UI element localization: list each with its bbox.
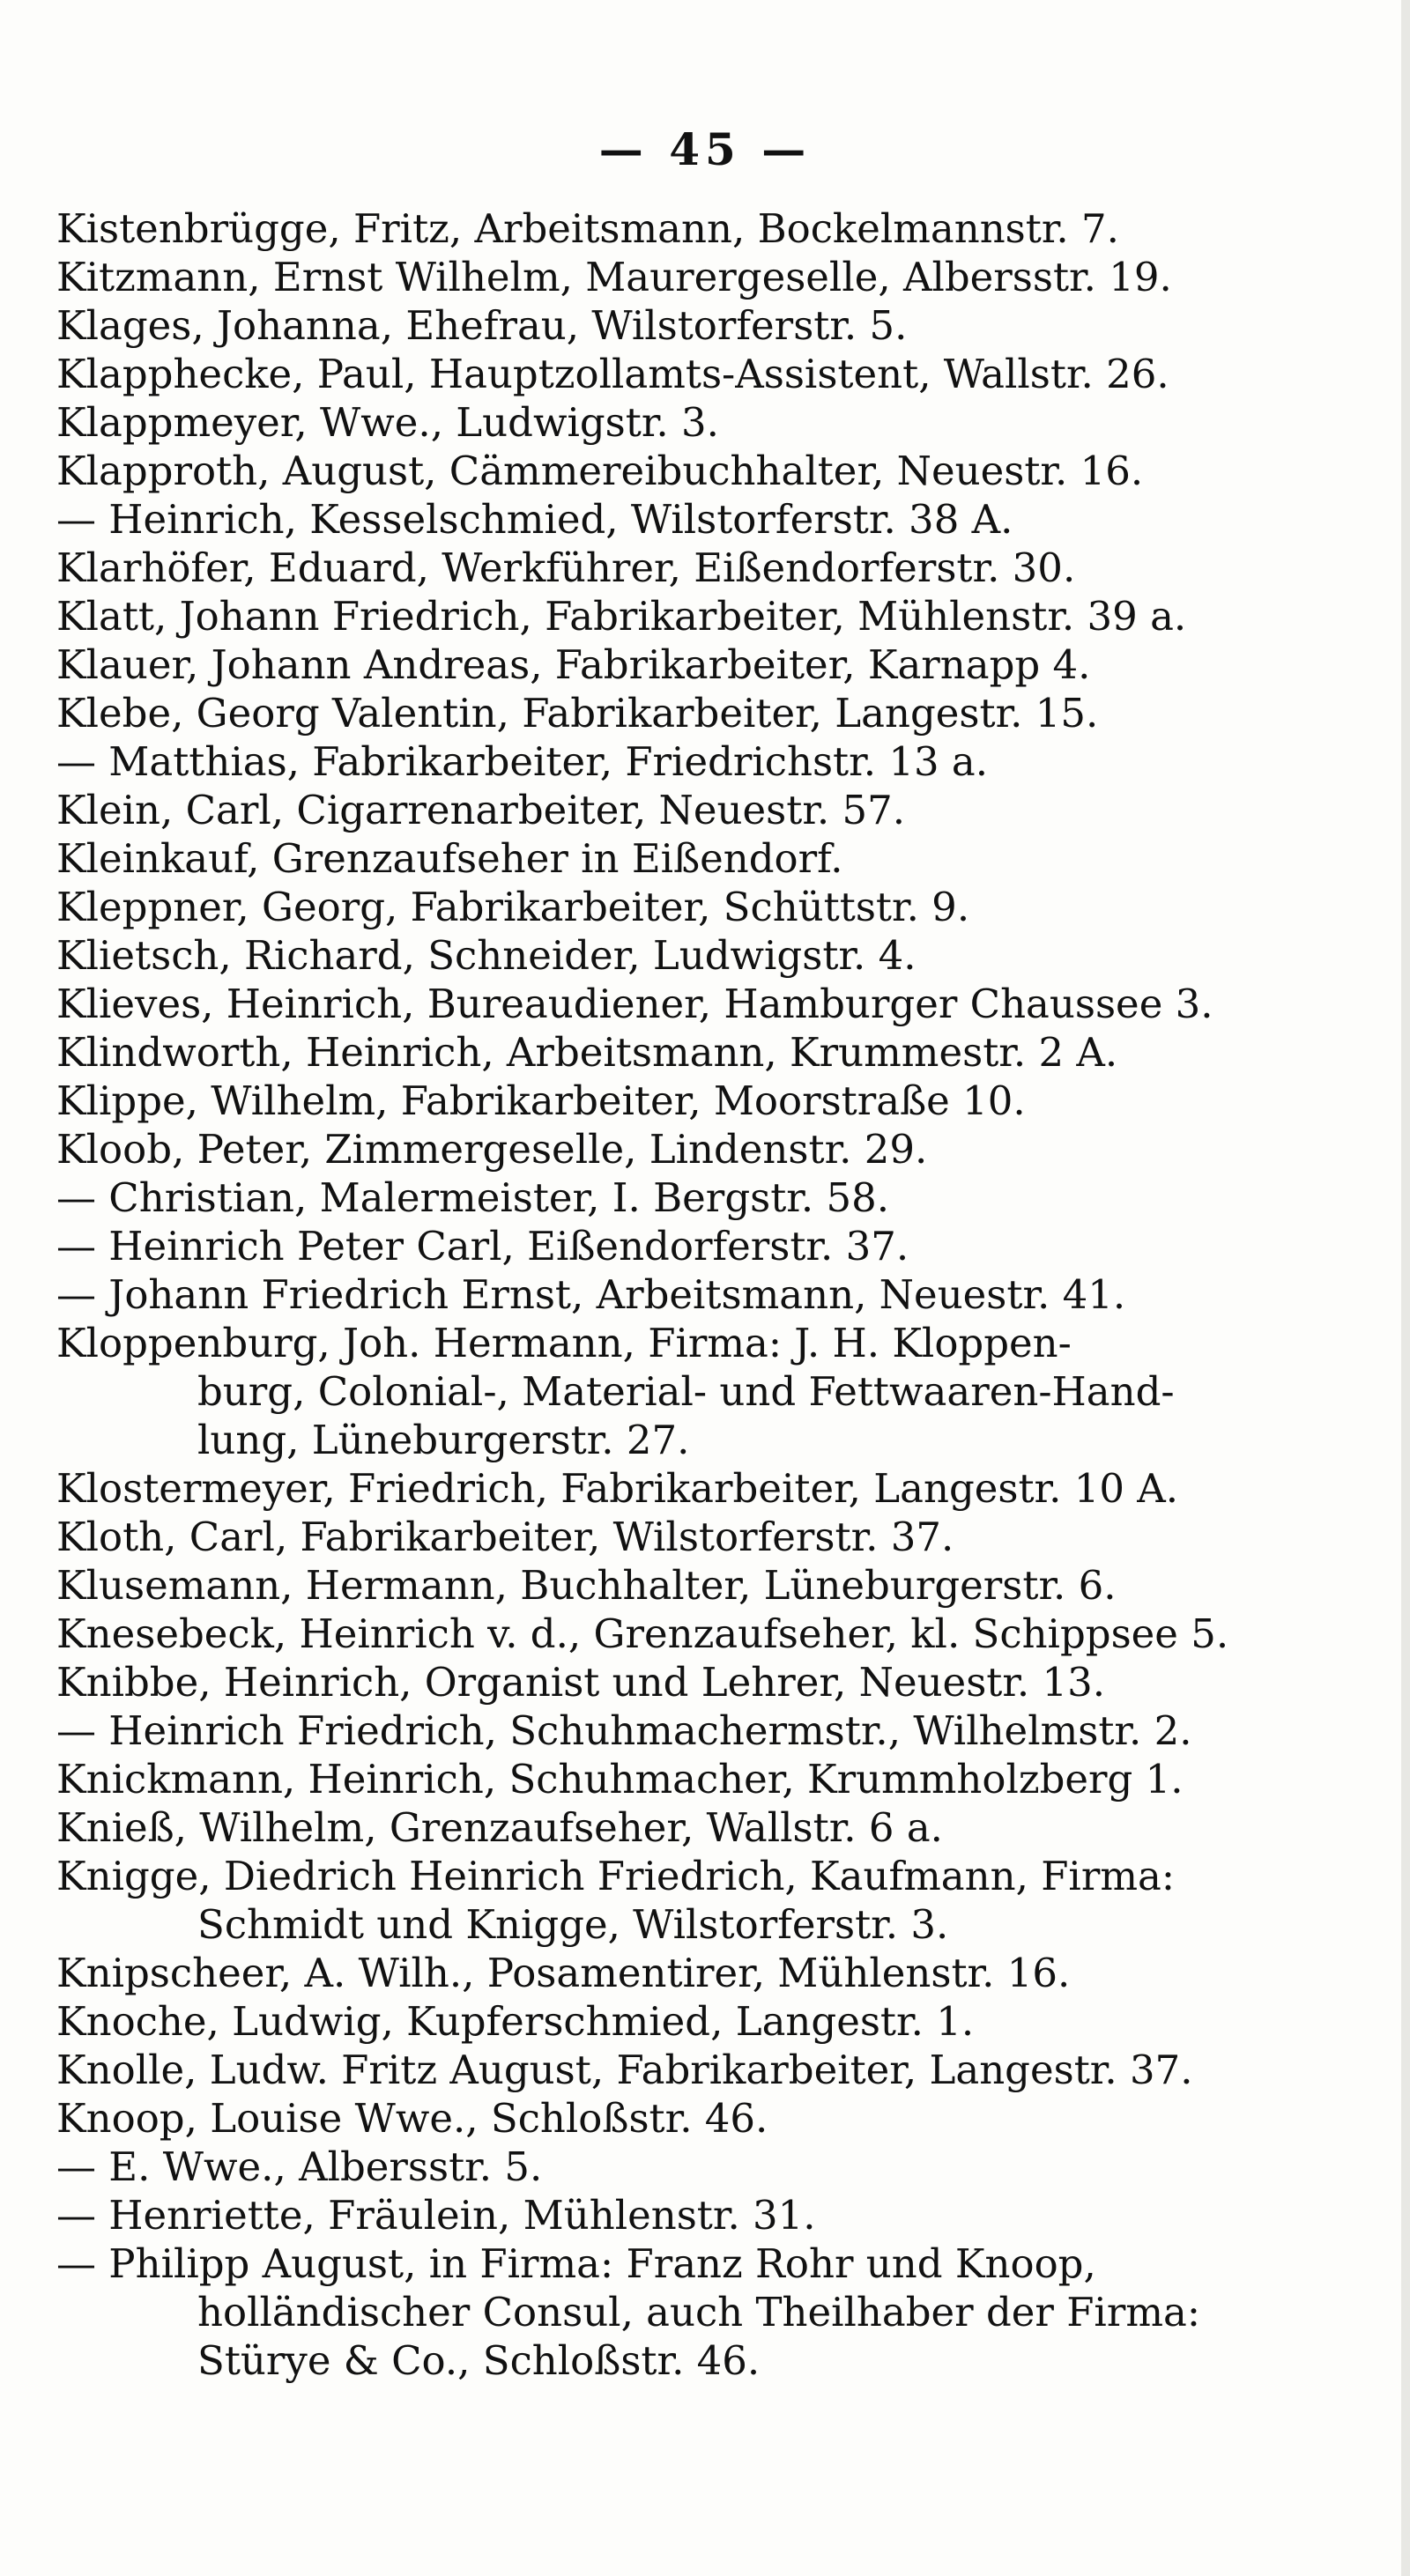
- directory-entry: Klages, Johanna, Ehefrau, Wilstorferstr. 5.: [56, 302, 908, 349]
- directory-entry-continuation: Schmidt und Knigge, Wilstorferstr. 3.: [197, 1901, 949, 1948]
- directory-entry: Knoche, Ludwig, Kupferschmied, Langestr. 1.: [56, 1998, 975, 2045]
- directory-entry: Knolle, Ludw. Fritz August, Fabrikarbeiter, Langestr. 37.: [56, 2047, 1193, 2093]
- directory-entry: Knigge, Diedrich Heinrich Friedrich, Kaufmann, Firma:: [56, 1853, 1175, 1899]
- directory-entry: Klauer, Johann Andreas, Fabrikarbeiter, Karnapp 4.: [56, 641, 1091, 688]
- directory-entry: — Heinrich Peter Carl, Eißendorferstr. 37.: [56, 1223, 909, 1269]
- directory-entry-continuation: burg, Colonial-, Material- und Fettwaaren-Hand-: [197, 1368, 1175, 1415]
- directory-entry-continuation: Stürye & Co., Schloßstr. 46.: [197, 2337, 761, 2384]
- directory-entry: Klieves, Heinrich, Bureaudiener, Hamburger Chaussee 3.: [56, 981, 1213, 1027]
- directory-entry: Knipscheer, A. Wilh., Posamentirer, Mühlenstr. 16.: [56, 1950, 1071, 1996]
- directory-entry: Knibbe, Heinrich, Organist und Lehrer, Neuestr. 13.: [56, 1659, 1106, 1706]
- directory-entry: — E. Wwe., Albersstr. 5.: [56, 2143, 543, 2190]
- directory-entry: Knieß, Wilhelm, Grenzaufseher, Wallstr. 6 a.: [56, 1804, 943, 1851]
- directory-entry: — Heinrich Friedrich, Schuhmachermstr., Wilhelmstr. 2.: [56, 1707, 1192, 1754]
- directory-entry: Klostermeyer, Friedrich, Fabrikarbeiter, Langestr. 10 A.: [56, 1465, 1179, 1512]
- directory-entry-continuation: holländischer Consul, auch Theilhaber der Firma:: [197, 2289, 1200, 2335]
- directory-entry-continuation: lung, Lüneburgerstr. 27.: [197, 1417, 690, 1463]
- directory-entries: [56, 204, 1361, 2385]
- directory-entry: — Henriette, Fräulein, Mühlenstr. 31.: [56, 2192, 816, 2239]
- directory-entry: — Matthias, Fabrikarbeiter, Friedrichstr. 13 a.: [56, 738, 989, 785]
- directory-entry: Klapphecke, Paul, Hauptzollamts-Assistent, Wallstr. 26.: [56, 351, 1169, 397]
- directory-entry: Klindworth, Heinrich, Arbeitsmann, Krummestr. 2 A.: [56, 1029, 1118, 1076]
- directory-entry: Kleinkauf, Grenzaufseher in Eißendorf.: [56, 835, 843, 882]
- directory-entry: Kistenbrügge, Fritz, Arbeitsmann, Bockelmannstr. 7.: [56, 205, 1119, 252]
- directory-entry: Klietsch, Richard, Schneider, Ludwigstr. 4.: [56, 932, 916, 979]
- directory-entry: Knesebeck, Heinrich v. d., Grenzaufseher, kl. Schippsee 5.: [56, 1610, 1229, 1657]
- page-number: — 45 —: [598, 123, 812, 175]
- directory-entry: Klappmeyer, Wwe., Ludwigstr. 3.: [56, 399, 719, 446]
- directory-entry: Knoop, Louise Wwe., Schloßstr. 46.: [56, 2095, 768, 2142]
- directory-entry: Klusemann, Hermann, Buchhalter, Lüneburgerstr. 6.: [56, 1562, 1117, 1609]
- directory-entry: Klapproth, August, Cämmereibuchhalter, Neuestr. 16.: [56, 448, 1144, 494]
- directory-entry: Kloppenburg, Joh. Hermann, Firma: J. H. Kloppen-: [56, 1320, 1072, 1366]
- directory-entry: — Heinrich, Kesselschmied, Wilstorferstr. 38 A.: [56, 496, 1013, 543]
- page-edge: [1401, 0, 1410, 2576]
- directory-entry: Kloth, Carl, Fabrikarbeiter, Wilstorferstr. 37.: [56, 1514, 954, 1560]
- directory-entry: Klebe, Georg Valentin, Fabrikarbeiter, Langestr. 15.: [56, 690, 1099, 737]
- directory-entry: Kloob, Peter, Zimmergeselle, Lindenstr. 29.: [56, 1126, 928, 1173]
- directory-entry: Klein, Carl, Cigarrenarbeiter, Neuestr. 57.: [56, 787, 906, 833]
- directory-entry: Knickmann, Heinrich, Schuhmacher, Krummholzberg 1.: [56, 1756, 1184, 1802]
- directory-entry: Klatt, Johann Friedrich, Fabrikarbeiter, Mühlenstr. 39 a.: [56, 593, 1187, 640]
- directory-entry: Kleppner, Georg, Fabrikarbeiter, Schüttstr. 9.: [56, 884, 970, 930]
- directory-entry: Klippe, Wilhelm, Fabrikarbeiter, Moorstraße 10.: [56, 1077, 1026, 1124]
- directory-entry: Kitzmann, Ernst Wilhelm, Maurergeselle, Albersstr. 19.: [56, 254, 1172, 300]
- directory-entry: — Philipp August, in Firma: Franz Rohr und Knoop,: [56, 2240, 1096, 2287]
- directory-entry: Klarhöfer, Eduard, Werkführer, Eißendorferstr. 30.: [56, 544, 1076, 591]
- directory-entry: — Johann Friedrich Ernst, Arbeitsmann, Neuestr. 41.: [56, 1271, 1126, 1318]
- directory-entry: — Christian, Malermeister, I. Bergstr. 58.: [56, 1174, 890, 1221]
